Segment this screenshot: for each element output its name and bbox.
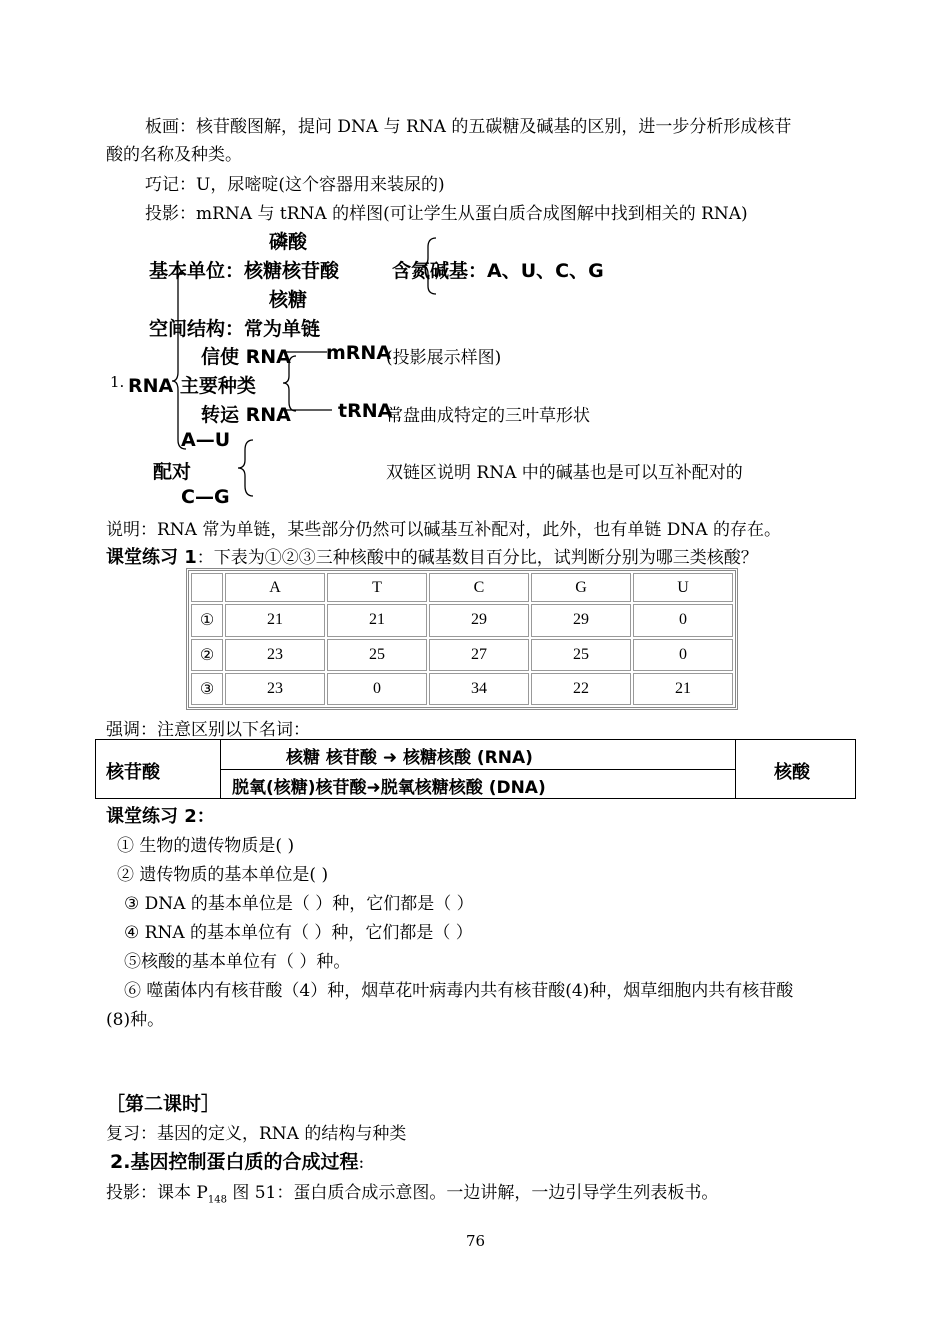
section-title: 2.基因控制蛋白质的合成过程 [110, 1151, 359, 1173]
intro-line-1: 板画：核苷酸图解，提问 DNA 与 RNA 的五碳糖及碱基的区别，进一步分析形成核苷 [145, 117, 792, 137]
table-cell: ① [191, 604, 223, 636]
table-cell: 21 [633, 673, 733, 705]
projection-text-a: 投影：课本 P [106, 1183, 208, 1203]
table-cell: 21 [327, 604, 427, 636]
table-cell: 25 [327, 639, 427, 671]
projection-text-b: 图 51：蛋白质合成示意图。一边讲解，一边引导学生列表板书。 [226, 1183, 719, 1203]
table-cell: 25 [531, 639, 631, 671]
question-1: ① 生物的遗传物质是( ) [117, 836, 295, 856]
exercise-2-title: 课堂练习 2： [106, 806, 215, 827]
deoxyribonucleotide-row: 脱氧(核糖)核苷酸➜脱氧核糖核酸 (DNA) [232, 778, 546, 798]
section-colon: : [358, 1153, 365, 1173]
table-cell: 23 [225, 673, 325, 705]
header-cell [191, 573, 223, 602]
table-cell: 27 [429, 639, 529, 671]
question-4: ④ RNA 的基本单位有（ ）种，它们都是（ ） [124, 923, 473, 943]
header-cell: C [429, 573, 529, 602]
transfer-rna-label: 转运 RNA [201, 404, 291, 426]
table-row [191, 639, 733, 671]
pair-au: A—U [181, 429, 231, 451]
question-6-cont: (8)种。 [106, 1010, 165, 1030]
pairing-brace [238, 440, 253, 496]
table-cell: ② [191, 639, 223, 671]
base-label: 含氮碱基：A、U、C、G [392, 260, 604, 282]
intro-line-2: 酸的名称及种类。 [106, 145, 242, 165]
section-heading [110, 1147, 364, 1174]
header-cell: U [633, 573, 733, 602]
table-header-row [191, 573, 733, 602]
table-cell: 23 [225, 639, 325, 671]
second-lesson-heading: ［第二课时］ [106, 1093, 221, 1115]
mrna-note: (投影展示样图) [386, 348, 502, 368]
table-cell: 29 [429, 604, 529, 636]
emphasis-note: 强调：注意区别以下名词： [106, 720, 310, 740]
messenger-rna-label: 信使 RNA [201, 346, 291, 368]
trna-label: tRNA [338, 400, 393, 422]
table-cell: 21 [225, 604, 325, 636]
pairing-label: 配对 [153, 461, 192, 483]
nucleic-acid-label: 核酸 [774, 762, 810, 783]
base-percentage-table [186, 568, 738, 710]
projection-note: 投影：mRNA 与 tRNA 的样图(可让学生从蛋白质合成图解中找到相关的 RNA) [145, 204, 748, 224]
phosphate-label: 磷酸 [269, 231, 308, 253]
explanation-note: 说明：RNA 常为单链，某些部分仍然可以碱基互补配对，此外，也有单链 DNA 的存在。 [106, 520, 781, 540]
table-cell: 29 [531, 604, 631, 636]
question-5: ⑤核酸的基本单位有（ ）种。 [124, 952, 351, 972]
header-cell: T [327, 573, 427, 602]
ribonucleotide-row: 核糖 核苷酸 ➜ 核糖核酸 (RNA) [286, 748, 533, 768]
review-line: 复习：基因的定义，RNA 的结构与种类 [106, 1124, 407, 1144]
structure-label: 空间结构：常为单链 [149, 318, 321, 340]
table-row [191, 604, 733, 636]
question-6: ⑥ 噬菌体内有核苷酸（4）种，烟草花叶病毒内共有核苷酸(4)种，烟草细胞内共有核苷酸 [124, 981, 794, 1001]
names-table [95, 739, 856, 799]
pair-cg: C—G [181, 486, 230, 508]
mnemonic: 巧记：U，尿嘧啶(这个容器用来装尿的) [145, 175, 445, 195]
exercise-1 [106, 543, 758, 569]
table-cell: 0 [633, 604, 733, 636]
table-row [191, 673, 733, 705]
pairing-note: 双链区说明 RNA 中的碱基也是可以互补配对的 [386, 463, 743, 483]
header-cell: G [531, 573, 631, 602]
table-cell: 22 [531, 673, 631, 705]
main-brace [172, 270, 186, 449]
question-3: ③ DNA 的基本单位是（ ）种，它们都是（ ） [124, 894, 474, 914]
projection-line [106, 1178, 718, 1205]
table-cell: ③ [191, 673, 223, 705]
nucleotide-label: 核苷酸 [106, 762, 160, 783]
table-cell: 34 [429, 673, 529, 705]
item-number: 1. [110, 373, 125, 391]
types-brace [283, 356, 296, 411]
ribose-label: 核糖 [269, 289, 308, 311]
question-2: ② 遗传物质的基本单位是( ) [117, 865, 329, 885]
header-cell: A [225, 573, 325, 602]
projection-page-sub: 148 [207, 1194, 227, 1206]
table-cell: 0 [327, 673, 427, 705]
exercise-1-title: 课堂练习 1 [106, 547, 197, 568]
page-number: 76 [466, 1232, 486, 1250]
trna-note: 常盘曲成特定的三叶草形状 [386, 406, 590, 426]
diagram-braces [0, 0, 950, 520]
table-cell: 0 [633, 639, 733, 671]
basic-unit-label: 基本单位：核糖核苷酸 [149, 260, 340, 282]
mrna-label: mRNA [326, 342, 392, 364]
exercise-1-text: ：下表为①②③三种核酸中的碱基数目百分比，试判断分别为哪三类核酸？ [196, 548, 758, 568]
base-brace [422, 238, 436, 294]
main-types-label: RNA 主要种类 [128, 375, 256, 397]
